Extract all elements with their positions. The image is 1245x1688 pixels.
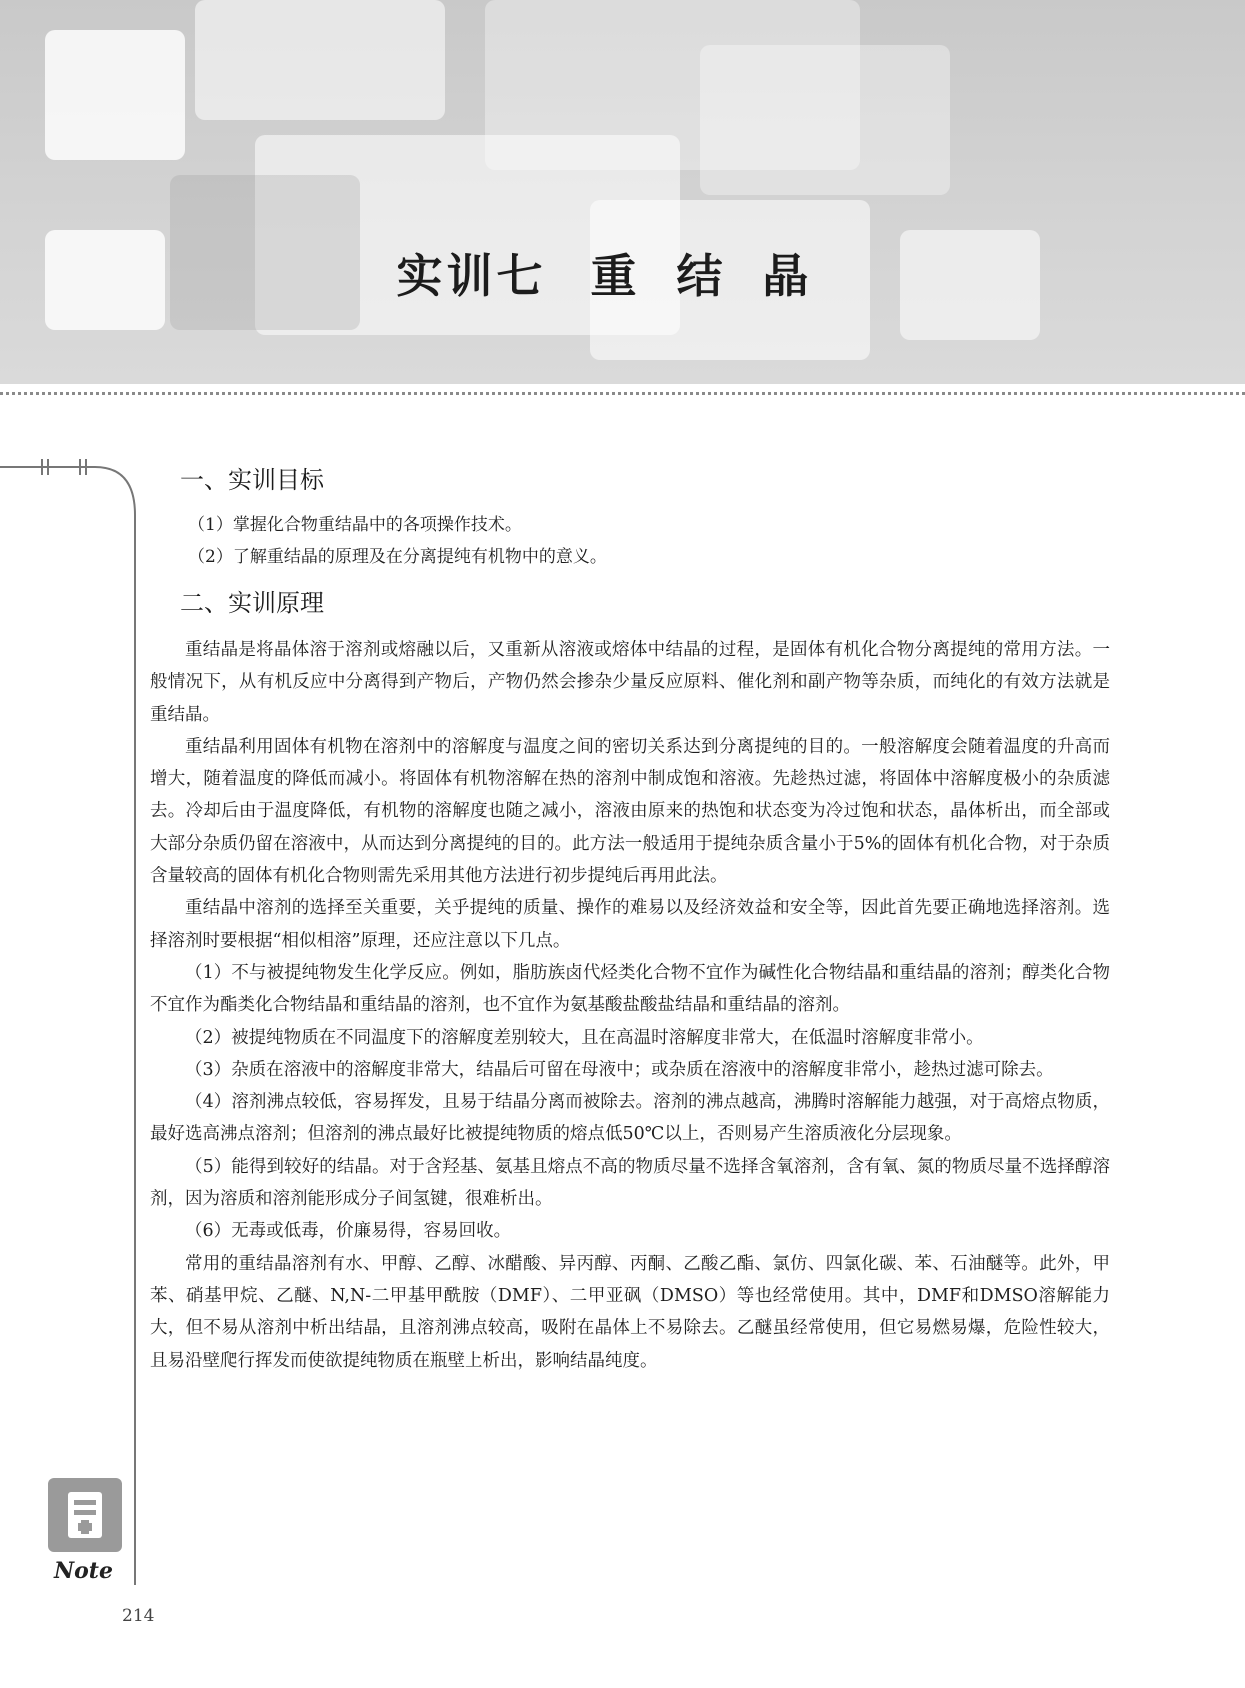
paragraph: 重结晶中溶剂的选择至关重要，关乎提纯的质量、操作的难易以及经济效益和安全等，因此首先要正确地选择溶剂。选择溶剂时要根据“相似相溶”原理，还应注意以下几点。 (150, 898, 1110, 951)
decor-square (195, 0, 445, 120)
chapter-title (0, 240, 1245, 306)
objective-item: （1）掌握化合物重结晶中的各项操作技术。 (188, 515, 522, 535)
paragraph: （6）无毒或低毒，价廉易得，容易回收。 (185, 1221, 512, 1242)
paragraph: （3）杂质在溶液中的溶解度非常大，结晶后可留在母液中；或杂质在溶液中的溶解度非常小，趁热过滤可除去。 (185, 1059, 1054, 1080)
decor-square (45, 30, 185, 160)
decor-square (700, 45, 950, 195)
section-heading-objectives: 一、实训目标 (180, 466, 324, 494)
note-label: Note (54, 1558, 113, 1584)
page-number: 214 (122, 1606, 155, 1626)
paragraph: 重结晶是将晶体溶于溶剂或熔融以后，又重新从溶液或熔体中结晶的过程，是固体有机化合物分离提纯的常用方法。一般情况下，从有机反应中分离得到产物后，产物仍然会掺杂少量反应原料、催化剂和副产物等杂质，而纯化的有效方法就是重结晶。 (150, 640, 1110, 725)
note-icon (48, 1478, 122, 1552)
main-content (150, 460, 1110, 1377)
paragraph: （5）能得到较好的结晶。对于含羟基、氨基且熔点不高的物质尽量不选择含氧溶剂，含有氧、氮的物质尽量不选择醇溶剂，因为溶质和溶剂能形成分子间氢键，很难析出。 (150, 1156, 1110, 1210)
margin-line-decoration (0, 455, 140, 1595)
paragraph: （2）被提纯物质在不同温度下的溶解度差别较大，且在高温时溶解度非常大，在低温时溶解度非常小。 (185, 1027, 984, 1048)
section-heading-principle: 二、实训原理 (180, 589, 324, 617)
chapter-name: 重结晶 (590, 249, 849, 303)
objective-item: （2）了解重结晶的原理及在分离提纯有机物中的意义。 (188, 547, 607, 567)
chapter-banner (0, 0, 1245, 384)
chapter-number: 实训七 (396, 249, 547, 303)
paragraph: 重结晶利用固体有机物在溶剂中的溶解度与温度之间的密切关系达到分离提纯的目的。一般溶解度会随着温度的升高而增大，随着温度的降低而减小。将固体有机物溶解在热的溶剂中制成饱和溶液。先趁热过滤，将固体中溶解度极小的杂质滤去。冷却后由于温度降低，有机物的溶解度也随之减小，溶液由原来的热饱和状态变为冷过饱和状态，晶体析出，而全部或大部分杂质仍留在溶液中，从而达到分离提纯的目的。此方法一般适用于提纯杂质含量小于5%的固体有机化合物，对于杂质含量较高的固体有机化合物则需先采用其他方法进行初步提纯后再用此法。 (150, 736, 1110, 887)
dotted-divider (0, 392, 1245, 395)
paragraph: 常用的重结晶溶剂有水、甲醇、乙醇、冰醋酸、异丙醇、丙酮、乙酸乙酯、氯仿、四氯化碳、苯、石油醚等。此外，甲苯、硝基甲烷、乙醚、N,N-二甲基甲酰胺（DMF）、二甲亚砜（DMSO）等也经常使用。其中，DMF和DMSO溶解能力大，但不易从溶剂中析出结晶，且溶剂沸点较高，吸附在晶体上不易除去。乙醚虽经常使用，但它易燃易爆，危险性较大，且易沿壁爬行挥发而使欲提纯物质在瓶壁上析出，影响结晶纯度。 (150, 1253, 1110, 1371)
paragraph: （4）溶剂沸点较低，容易挥发，且易于结晶分离而被除去。溶剂的沸点越高，沸腾时溶解能力越强，对于高熔点物质，最好选高沸点溶剂；但溶剂的沸点最好比被提纯物质的熔点低50℃以上，否则易产生溶质液化分层现象。 (150, 1092, 1110, 1145)
paragraph: （1）不与被提纯物发生化学反应。例如，脂肪族卤代烃类化合物不宜作为碱性化合物结晶和重结晶的溶剂；醇类化合物不宜作为酯类化合物结晶和重结晶的溶剂，也不宜作为氨基酸盐酸盐结晶和重结晶的溶剂。 (150, 962, 1110, 1016)
